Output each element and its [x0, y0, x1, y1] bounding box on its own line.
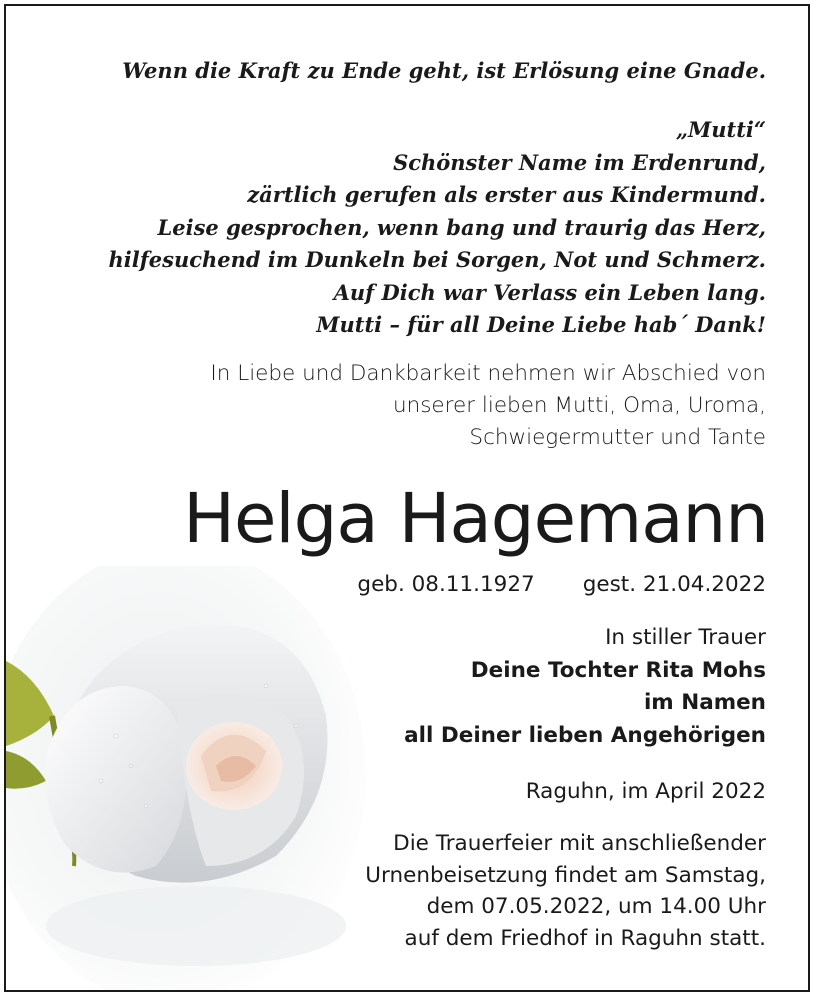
- intro-line: Schwiegermutter und Tante: [469, 425, 766, 450]
- birth-date: geb. 08.11.1927: [357, 572, 535, 597]
- poem-line: „Mutti“: [675, 117, 766, 142]
- poem-line: Leise gesprochen, wenn bang und traurig das Herz,: [157, 214, 766, 240]
- funeral-line: dem 07.05.2022, um 14.00 Uhr: [426, 894, 766, 919]
- farewell-intro: [210, 358, 766, 454]
- mourner-line: all Deiner lieben Angehörigen: [404, 722, 766, 748]
- death-date: gest. 21.04.2022: [582, 572, 766, 597]
- mourners-heading: In stiller Trauer: [605, 625, 766, 650]
- funeral-line: Die Trauerfeier mit anschließender: [393, 831, 766, 856]
- place-date: Raguhn, im April 2022: [525, 779, 766, 804]
- funeral-line: auf dem Friedhof in Raguhn statt.: [404, 925, 766, 951]
- life-dates: [357, 569, 766, 601]
- white-rose-icon: [6, 566, 366, 992]
- mourners-block: [404, 622, 766, 752]
- poem: [109, 114, 766, 342]
- mourner-line: im Namen: [643, 690, 766, 715]
- funeral-info: [365, 828, 766, 954]
- poem-line: Auf Dich war Verlass ein Leben lang.: [333, 279, 766, 305]
- funeral-line: Urnenbeisetzung findet am Samstag,: [365, 862, 766, 888]
- poem-line: Mutti – für all Deine Liebe hab´ Dank!: [316, 312, 766, 337]
- intro-line: unserer lieben Mutti, Oma, Uroma,: [392, 393, 766, 418]
- poem-line: Schönster Name im Erdenrund,: [393, 149, 766, 175]
- motto: Wenn die Kraft zu Ende geht, ist Erlösung eine Gnade.: [122, 58, 766, 83]
- deceased-name: Helga Hagemann: [183, 479, 768, 559]
- obituary-frame: [4, 4, 810, 992]
- mourner-line: Deine Tochter Rita Mohs: [470, 657, 766, 683]
- poem-line: hilfesuchend im Dunkeln bei Sorgen, Not und Schmerz.: [108, 247, 766, 272]
- intro-line: In Liebe und Dankbarkeit nehmen wir Abschied von: [210, 361, 766, 386]
- poem-line: zärtlich gerufen als erster aus Kindermund.: [247, 182, 766, 207]
